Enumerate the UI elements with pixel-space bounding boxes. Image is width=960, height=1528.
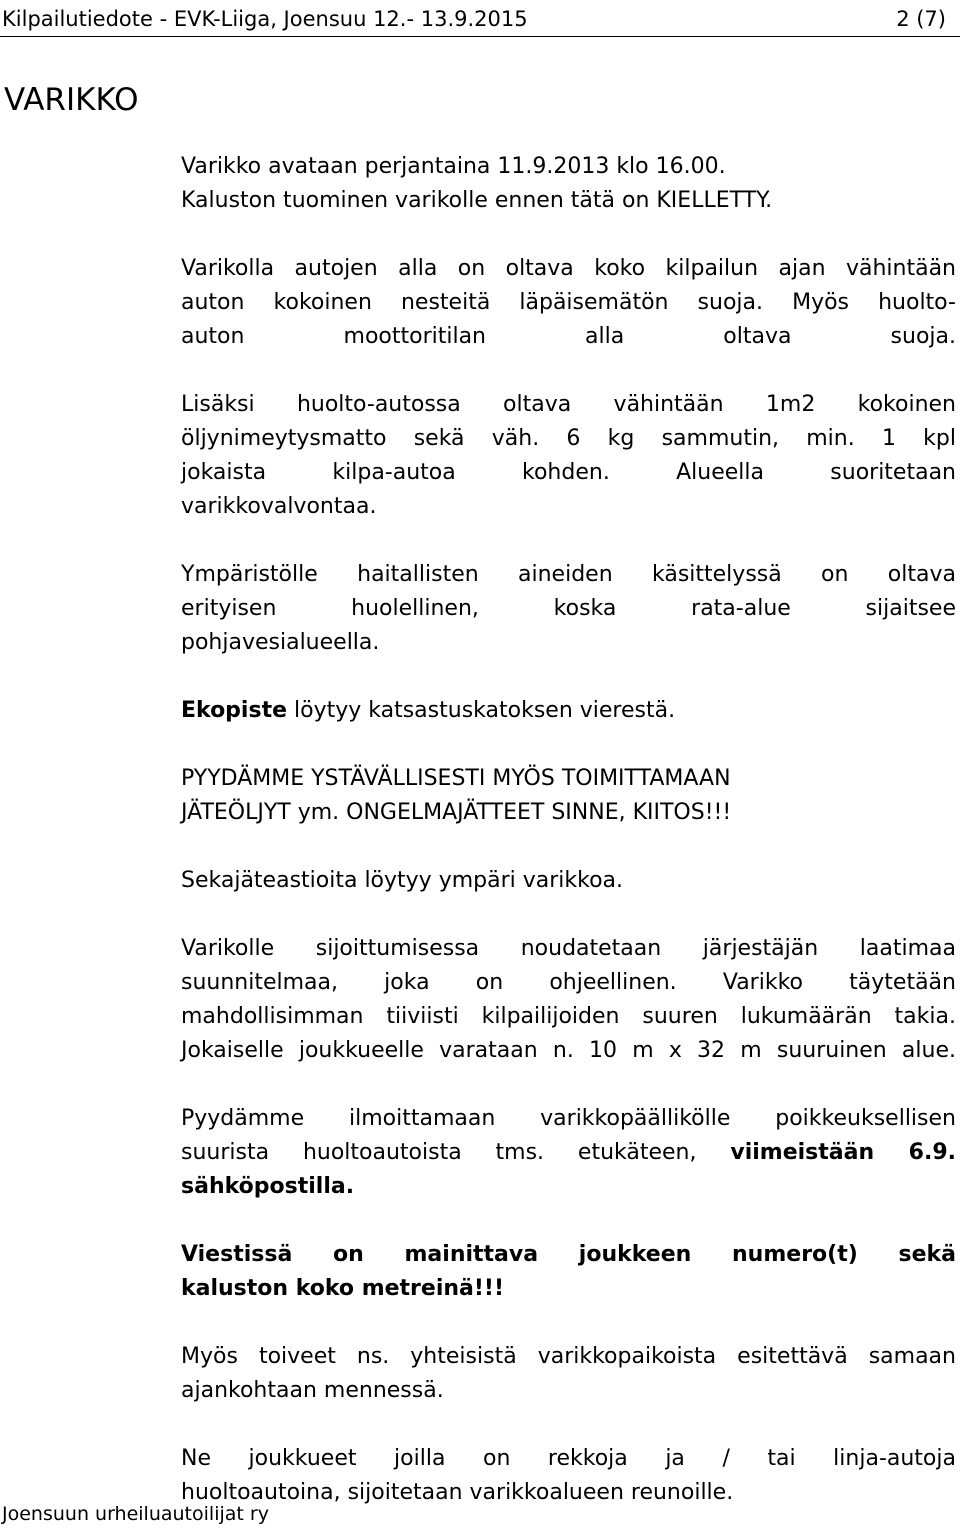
line: Varikolle sijoittumisessa noudatetaan järjestäjän laatimaa bbox=[181, 936, 956, 961]
line: varikkovalvontaa. bbox=[181, 494, 377, 519]
line: Ne joukkueet joilla on rekkoja ja / tai linja-autoja bbox=[181, 1446, 956, 1471]
paragraph-pit-opening bbox=[181, 150, 956, 218]
section-title: VARIKKO bbox=[4, 82, 139, 118]
line: auton kokoinen nesteitä läpäisemätön suoja. Myös huolto- bbox=[181, 290, 956, 315]
line: kaluston koko metreinä!!! bbox=[181, 1276, 504, 1301]
line: Kaluston tuominen varikolle ennen tätä on KIELLETTY. bbox=[181, 188, 773, 213]
page-footer: Joensuun urheiluautoilijat ry bbox=[2, 1503, 269, 1525]
line: jokaista kilpa-autoa kohden. Alueella suoritetaan bbox=[181, 460, 956, 485]
page-header bbox=[0, 2, 960, 37]
line: öljynimeytysmatto sekä väh. 6 kg sammutin, min. 1 kpl bbox=[181, 426, 956, 451]
line: Varikolla autojen alla on oltava koko kilpailun ajan vähintään bbox=[181, 256, 956, 281]
paragraph-environment bbox=[181, 558, 956, 660]
line: auton moottoritilan alla oltava suoja. bbox=[181, 324, 956, 349]
line: Lisäksi huolto-autossa oltava vähintään 1m2 kokoinen bbox=[181, 392, 956, 417]
line: erityisen huolellinen, koska rata-alue sijaitsee bbox=[181, 596, 956, 621]
line: Ympäristölle haitallisten aineiden käsittelyssä on oltava bbox=[181, 562, 956, 587]
ekopiste-label: Ekopiste bbox=[181, 698, 288, 723]
line bbox=[181, 1136, 956, 1170]
line: JÄTEÖLJYT ym. ONGELMAJÄTTEET SINNE, KIITOS!!! bbox=[181, 800, 732, 825]
document-body bbox=[181, 150, 956, 1510]
line: Varikko avataan perjantaina 11.9.2013 klo 16.00. bbox=[181, 154, 726, 179]
line: Myös toiveet ns. yhteisistä varikkopaikoista esitettävä samaan bbox=[181, 1344, 956, 1369]
line: Jokaiselle joukkueelle varataan n. 10 m x 32 m suuruinen alue. bbox=[181, 1038, 956, 1063]
line: Pyydämme ilmoittamaan varikkopäällikölle poikkeuksellisen bbox=[181, 1106, 956, 1131]
paragraph-message bbox=[181, 1238, 956, 1306]
deadline: viimeistään 6.9. bbox=[730, 1140, 956, 1165]
line-text: suurista huoltoautoista tms. etukäteen, bbox=[181, 1140, 731, 1165]
line: huoltoautoina, sijoitetaan varikkoalueen reunoille. bbox=[181, 1480, 734, 1505]
line: suunnitelmaa, joka on ohjeellinen. Varikko täytetään bbox=[181, 970, 956, 995]
paragraph-notify bbox=[181, 1102, 956, 1204]
line bbox=[181, 1170, 956, 1204]
paragraph-ekopiste bbox=[181, 694, 956, 728]
ekopiste-text: löytyy katsastuskatoksen vierestä. bbox=[287, 698, 676, 723]
paragraph-placement bbox=[181, 932, 956, 1068]
line: pohjavesialueella. bbox=[181, 630, 380, 655]
page-number: 2 (7) bbox=[896, 7, 946, 31]
paragraph-wishes bbox=[181, 1340, 956, 1408]
paragraph-trucks bbox=[181, 1442, 956, 1510]
line: Viestissä on mainittava joukkeen numero(t) sekä bbox=[181, 1242, 956, 1267]
line: ajankohtaan mennessä. bbox=[181, 1378, 444, 1403]
paragraph-waste-oil bbox=[181, 762, 956, 830]
paragraph-waste-bins: Sekajäteastioita löytyy ympäri varikkoa. bbox=[181, 868, 624, 893]
header-title: Kilpailutiedote - EVK-Liiga, Joensuu 12.- 13.9.2015 bbox=[2, 7, 528, 31]
paragraph-equipment bbox=[181, 388, 956, 524]
email-note: sähköpostilla. bbox=[181, 1174, 355, 1199]
paragraph-protection bbox=[181, 252, 956, 354]
line: PYYDÄMME YSTÄVÄLLISESTI MYÖS TOIMITTAMAAN bbox=[181, 766, 731, 791]
line: mahdollisimman tiiviisti kilpailijoiden suuren lukumäärän takia. bbox=[181, 1004, 956, 1029]
